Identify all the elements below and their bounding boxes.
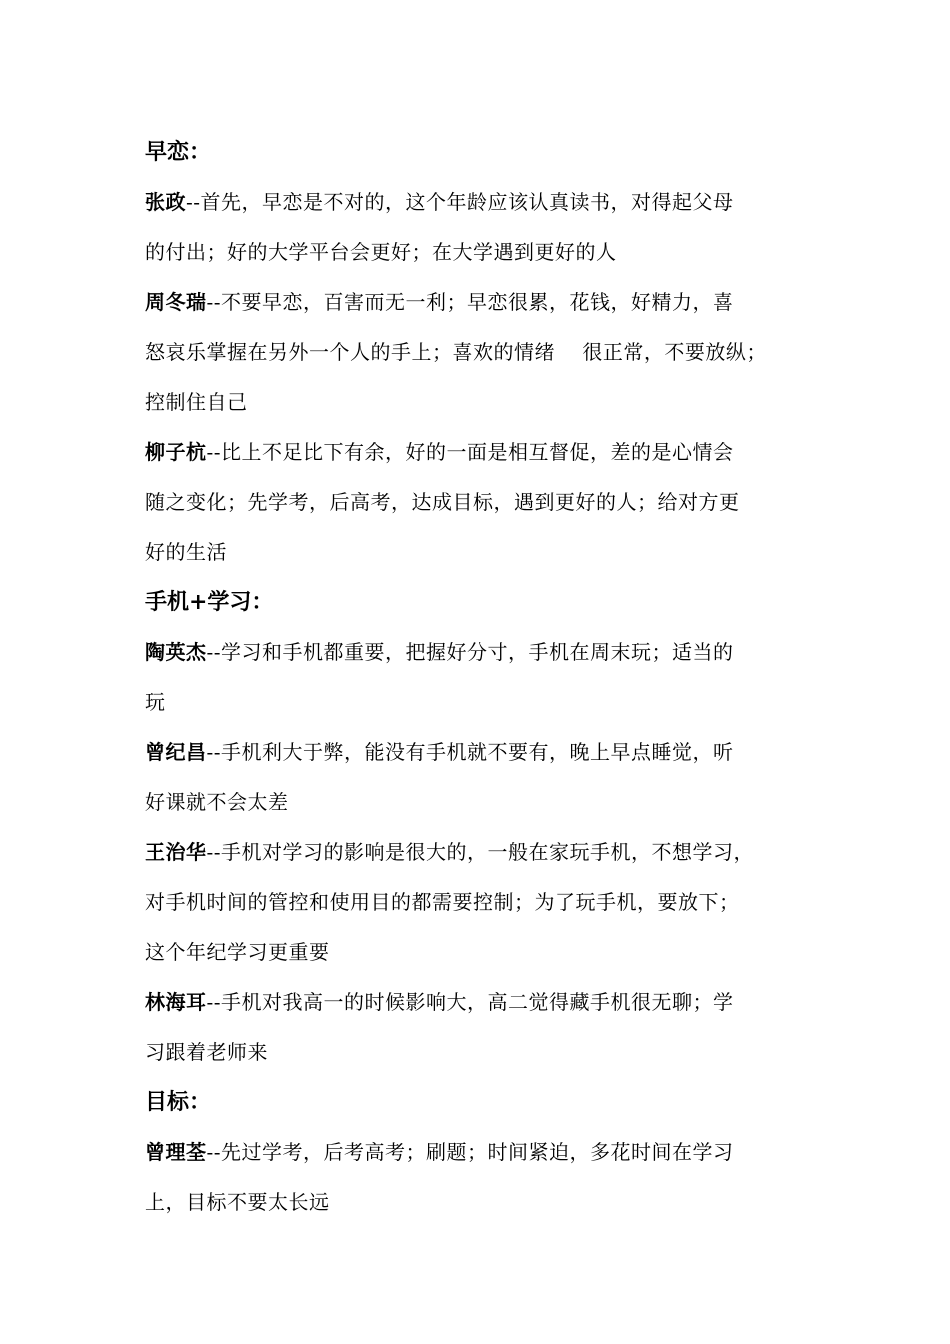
- entry-line: 随之变化；先学考，后高考，达成目标，遇到更好的人；给对方更: [145, 490, 740, 514]
- entry-line: 这个年纪学习更重要: [145, 940, 330, 964]
- entry-line: 习跟着老师来: [145, 1040, 268, 1064]
- entry-line: [145, 627, 835, 677]
- section-heading-phone-study: 手机+学习：: [145, 589, 274, 615]
- speaker-name: 陶英杰: [145, 640, 207, 664]
- entry-text: --手机利大于弊，能没有手机就不要有，晚上早点睡觉，听: [206, 740, 734, 764]
- entry-text: --学习和手机都重要，把握好分寸，手机在周末玩；适当的: [206, 640, 734, 664]
- entry-line: 上，目标不要太长远: [145, 1190, 330, 1214]
- section-heading-early-love: 早恋：: [145, 139, 212, 165]
- entry-zeng-liquan: [145, 1127, 835, 1227]
- entry-text: --不要早恋，百害而无一利；早恋很累，花钱，好精力，喜: [206, 290, 734, 314]
- section-heading-goals: 目标：: [145, 1089, 212, 1115]
- entry-tao-yingjie: [145, 627, 835, 727]
- entry-line: [145, 277, 835, 327]
- entry-line: 好的生活: [145, 540, 227, 564]
- speaker-name: 林海耳: [145, 990, 207, 1014]
- entry-zeng-jichang: [145, 727, 835, 827]
- document-content: [145, 127, 835, 1227]
- entry-text: --首先，早恋是不对的，这个年龄应该认真读书，对得起父母: [186, 190, 734, 214]
- entry-line: [145, 977, 835, 1027]
- entry-line: [145, 727, 835, 777]
- speaker-name: 曾理荃: [145, 1140, 207, 1164]
- entry-liu-zihang: [145, 427, 835, 577]
- entry-wang-zhihua: [145, 827, 835, 977]
- entry-text: --比上不足比下有余，好的一面是相互督促，差的是心情会: [206, 440, 734, 464]
- speaker-name: 王治华: [145, 840, 207, 864]
- entry-lin-haier: [145, 977, 835, 1077]
- entry-line: 好课就不会太差: [145, 790, 289, 814]
- entry-line: [145, 427, 835, 477]
- entry-line: 玩: [145, 690, 166, 714]
- speaker-name: 周冬瑞: [145, 290, 207, 314]
- entry-zhang-zheng: [145, 177, 835, 277]
- speaker-name: 张政: [145, 190, 186, 214]
- entry-line: [145, 1127, 835, 1177]
- speaker-name: 柳子杭: [145, 440, 207, 464]
- speaker-name: 曾纪昌: [145, 740, 207, 764]
- entry-line: [145, 177, 835, 227]
- entry-text: --手机对学习的影响是很大的，一般在家玩手机，不想学习，: [206, 840, 755, 864]
- entry-line: 的付出；好的大学平台会更好；在大学遇到更好的人: [145, 240, 617, 264]
- entry-line: [145, 827, 835, 877]
- entry-text: --先过学考，后考高考；刷题；时间紧迫，多花时间在学习: [206, 1140, 734, 1164]
- entry-text: --手机对我高一的时候影响大，高二觉得藏手机很无聊；学: [206, 990, 734, 1014]
- entry-line: 对手机时间的管控和使用目的都需要控制；为了玩手机，要放下；: [145, 890, 740, 914]
- entry-line: 控制住自己: [145, 390, 248, 414]
- entry-line: 怒哀乐掌握在另外一个人的手上；喜欢的情绪 很正常，不要放纵；: [145, 340, 767, 364]
- entry-zhou-dongrui: [145, 277, 835, 427]
